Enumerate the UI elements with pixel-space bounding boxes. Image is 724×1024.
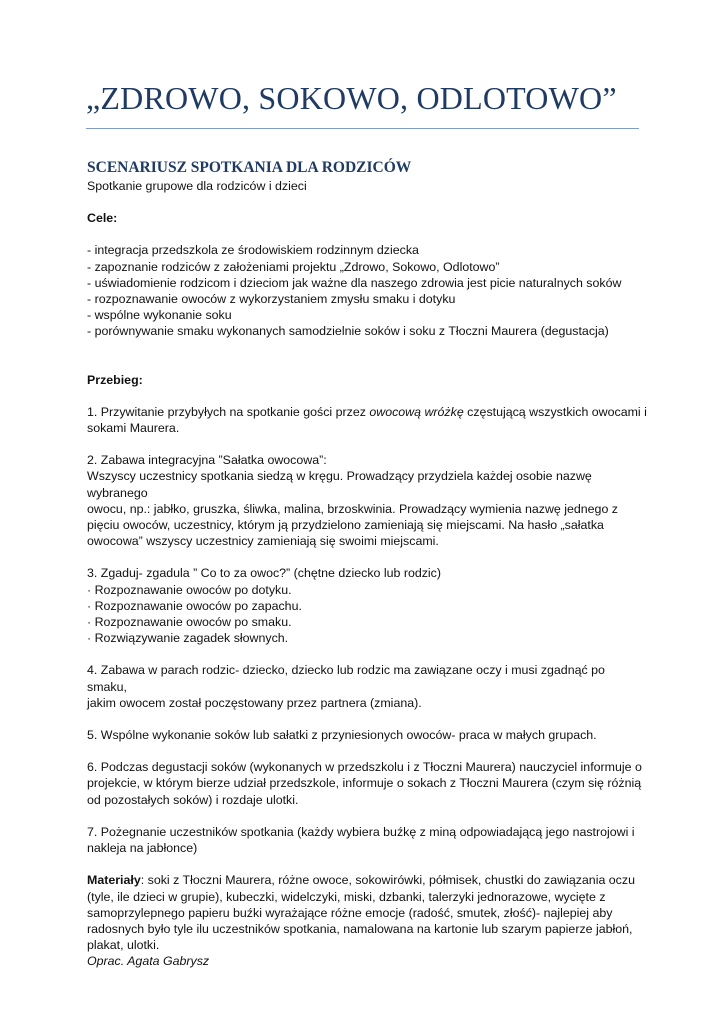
step-6-line: od pozostałych soków) i rozdaje ulotki. [87, 792, 299, 807]
step-6 [87, 759, 647, 808]
document-body [87, 158, 647, 970]
step-5-line: 5. Wspólne wykonanie soków lub sałatki z przyniesionych owoców- praca w małych grupach. [87, 728, 597, 743]
step-3 [87, 565, 647, 646]
step-4-line: 4. Zabawa w parach rodzic- dziecko, dziecko lub rodzic ma zawiązane oczy i musi zgadnąć po smaku, [87, 663, 605, 694]
step-2 [87, 452, 647, 549]
intro-text: Spotkanie grupowe dla rodziców i dzieci [87, 179, 307, 193]
step-1-line-2: sokami Maurera. [87, 421, 180, 436]
step-4 [87, 662, 647, 711]
step-5 [87, 727, 647, 743]
step-1 [87, 404, 647, 436]
step-3-line: · Rozpoznawanie owoców po zapachu. [87, 598, 302, 613]
materials-line: (tyle, ile dzieci w grupie), kubeczki, widelczyki, miski, dzbanki, talerzyki jednorazowe, wycięte z [87, 889, 606, 904]
materials-line: plakat, ulotki. [87, 938, 160, 953]
goals-heading: Cele: [87, 211, 118, 226]
materials-text: : soki z Tłoczni Maurera, różne owoce, sokowirówki, półmisek, chustki do zawiązania oczu [140, 873, 635, 888]
step-1-italic: owocową wróżkę [369, 404, 464, 419]
goal-item: - zapoznanie rodziców z założeniami projektu „Zdrowo, Sokowo, Odlotowo” [87, 259, 500, 274]
title-underline [86, 128, 639, 129]
course-heading: Przebieg: [87, 372, 143, 387]
step-2-line: 2. Zabawa integracyjna ”Sałatka owocowa”: [87, 453, 327, 468]
step-1-text: 1. Przywitanie przybyłych na spotkanie gości przez [87, 404, 370, 419]
step-2-line: owocu, np.: jabłko, gruszka, śliwka, malina, brzoskwinia. Prowadzący wymienia nazwę jednego z [87, 501, 618, 516]
step-6-line: 6. Podczas degustacji soków (wykonanych w przedszkolu i z Tłoczni Maurera) nauczyciel informuje o [87, 760, 642, 775]
step-2-line: owocowa” wszyscy uczestnicy zamieniają się swoimi miejscami. [87, 534, 439, 549]
goals-list [87, 242, 647, 339]
scenario-heading: SCENARIUSZ SPOTKANIA DLA RODZICÓW [87, 159, 412, 176]
materials-line: samoprzylepnego papieru buźki wyrażające różne emocje (radość, smutek, złość)- najlepiej aby [87, 905, 613, 920]
goal-item: - integracja przedszkola ze środowiskiem rodzinnym dziecka [87, 243, 419, 258]
materials-line: radosnych było tyle ilu uczestników spotkania, namalowana na kartonie lub szarym papierze jabłoń, [87, 921, 633, 936]
materials [87, 872, 647, 953]
step-4-line: jakim owocem został poczęstowany przez partnera (zmiana). [87, 695, 422, 710]
document-title: „ZDROWO, SOKOWO, ODLOTOWO” [86, 80, 617, 116]
goal-item: - wspólne wykonanie soku [87, 308, 232, 323]
step-2-line: pięciu owoców, uczestnicy, którym ją przydzielono zamieniają się miejscami. Na hasło „sałatka [87, 518, 604, 533]
step-2-line: Wszyscy uczestnicy spotkania siedzą w kręgu. Prowadzący przydziela każdej osobie nazwę wybranego [87, 469, 592, 500]
goal-item: - uświadomienie rodzicom i dzieciom jak ważne dla naszego zdrowia jest picie naturalnych soków [87, 275, 622, 290]
step-1-text-cont: częstującą wszystkich owocami i [463, 404, 647, 419]
goal-item: - rozpoznawanie owoców z wykorzystaniem zmysłu smaku i dotyku [87, 292, 456, 307]
step-3-line: · Rozwiązywanie zagadek słownych. [87, 631, 289, 646]
author-credit: Oprac. Agata Gabrysz [87, 954, 210, 969]
step-6-line: projekcie, w którym bierze udział przedszkole, informuje o sokach z Tłoczni Maurera (czym się różnią [87, 776, 642, 791]
step-3-line: 3. Zgaduj- zgadula ” Co to za owoc?” (chętne dziecko lub rodzic) [87, 566, 441, 581]
goal-item: - porównywanie smaku wykonanych samodzielnie soków i soku z Tłoczni Maurera (degustacja) [87, 324, 609, 339]
step-7-line: 7. Pożegnanie uczestników spotkania (każdy wybiera buźkę z miną odpowiadającą jego nastrojowi i [87, 824, 635, 839]
step-3-line: · Rozpoznawanie owoców po dotyku. [87, 582, 292, 597]
step-3-line: · Rozpoznawanie owoców po smaku. [87, 615, 292, 630]
step-7 [87, 824, 647, 856]
materials-label: Materiały [87, 873, 141, 888]
step-7-line: nakleja na jabłonce) [87, 841, 198, 856]
